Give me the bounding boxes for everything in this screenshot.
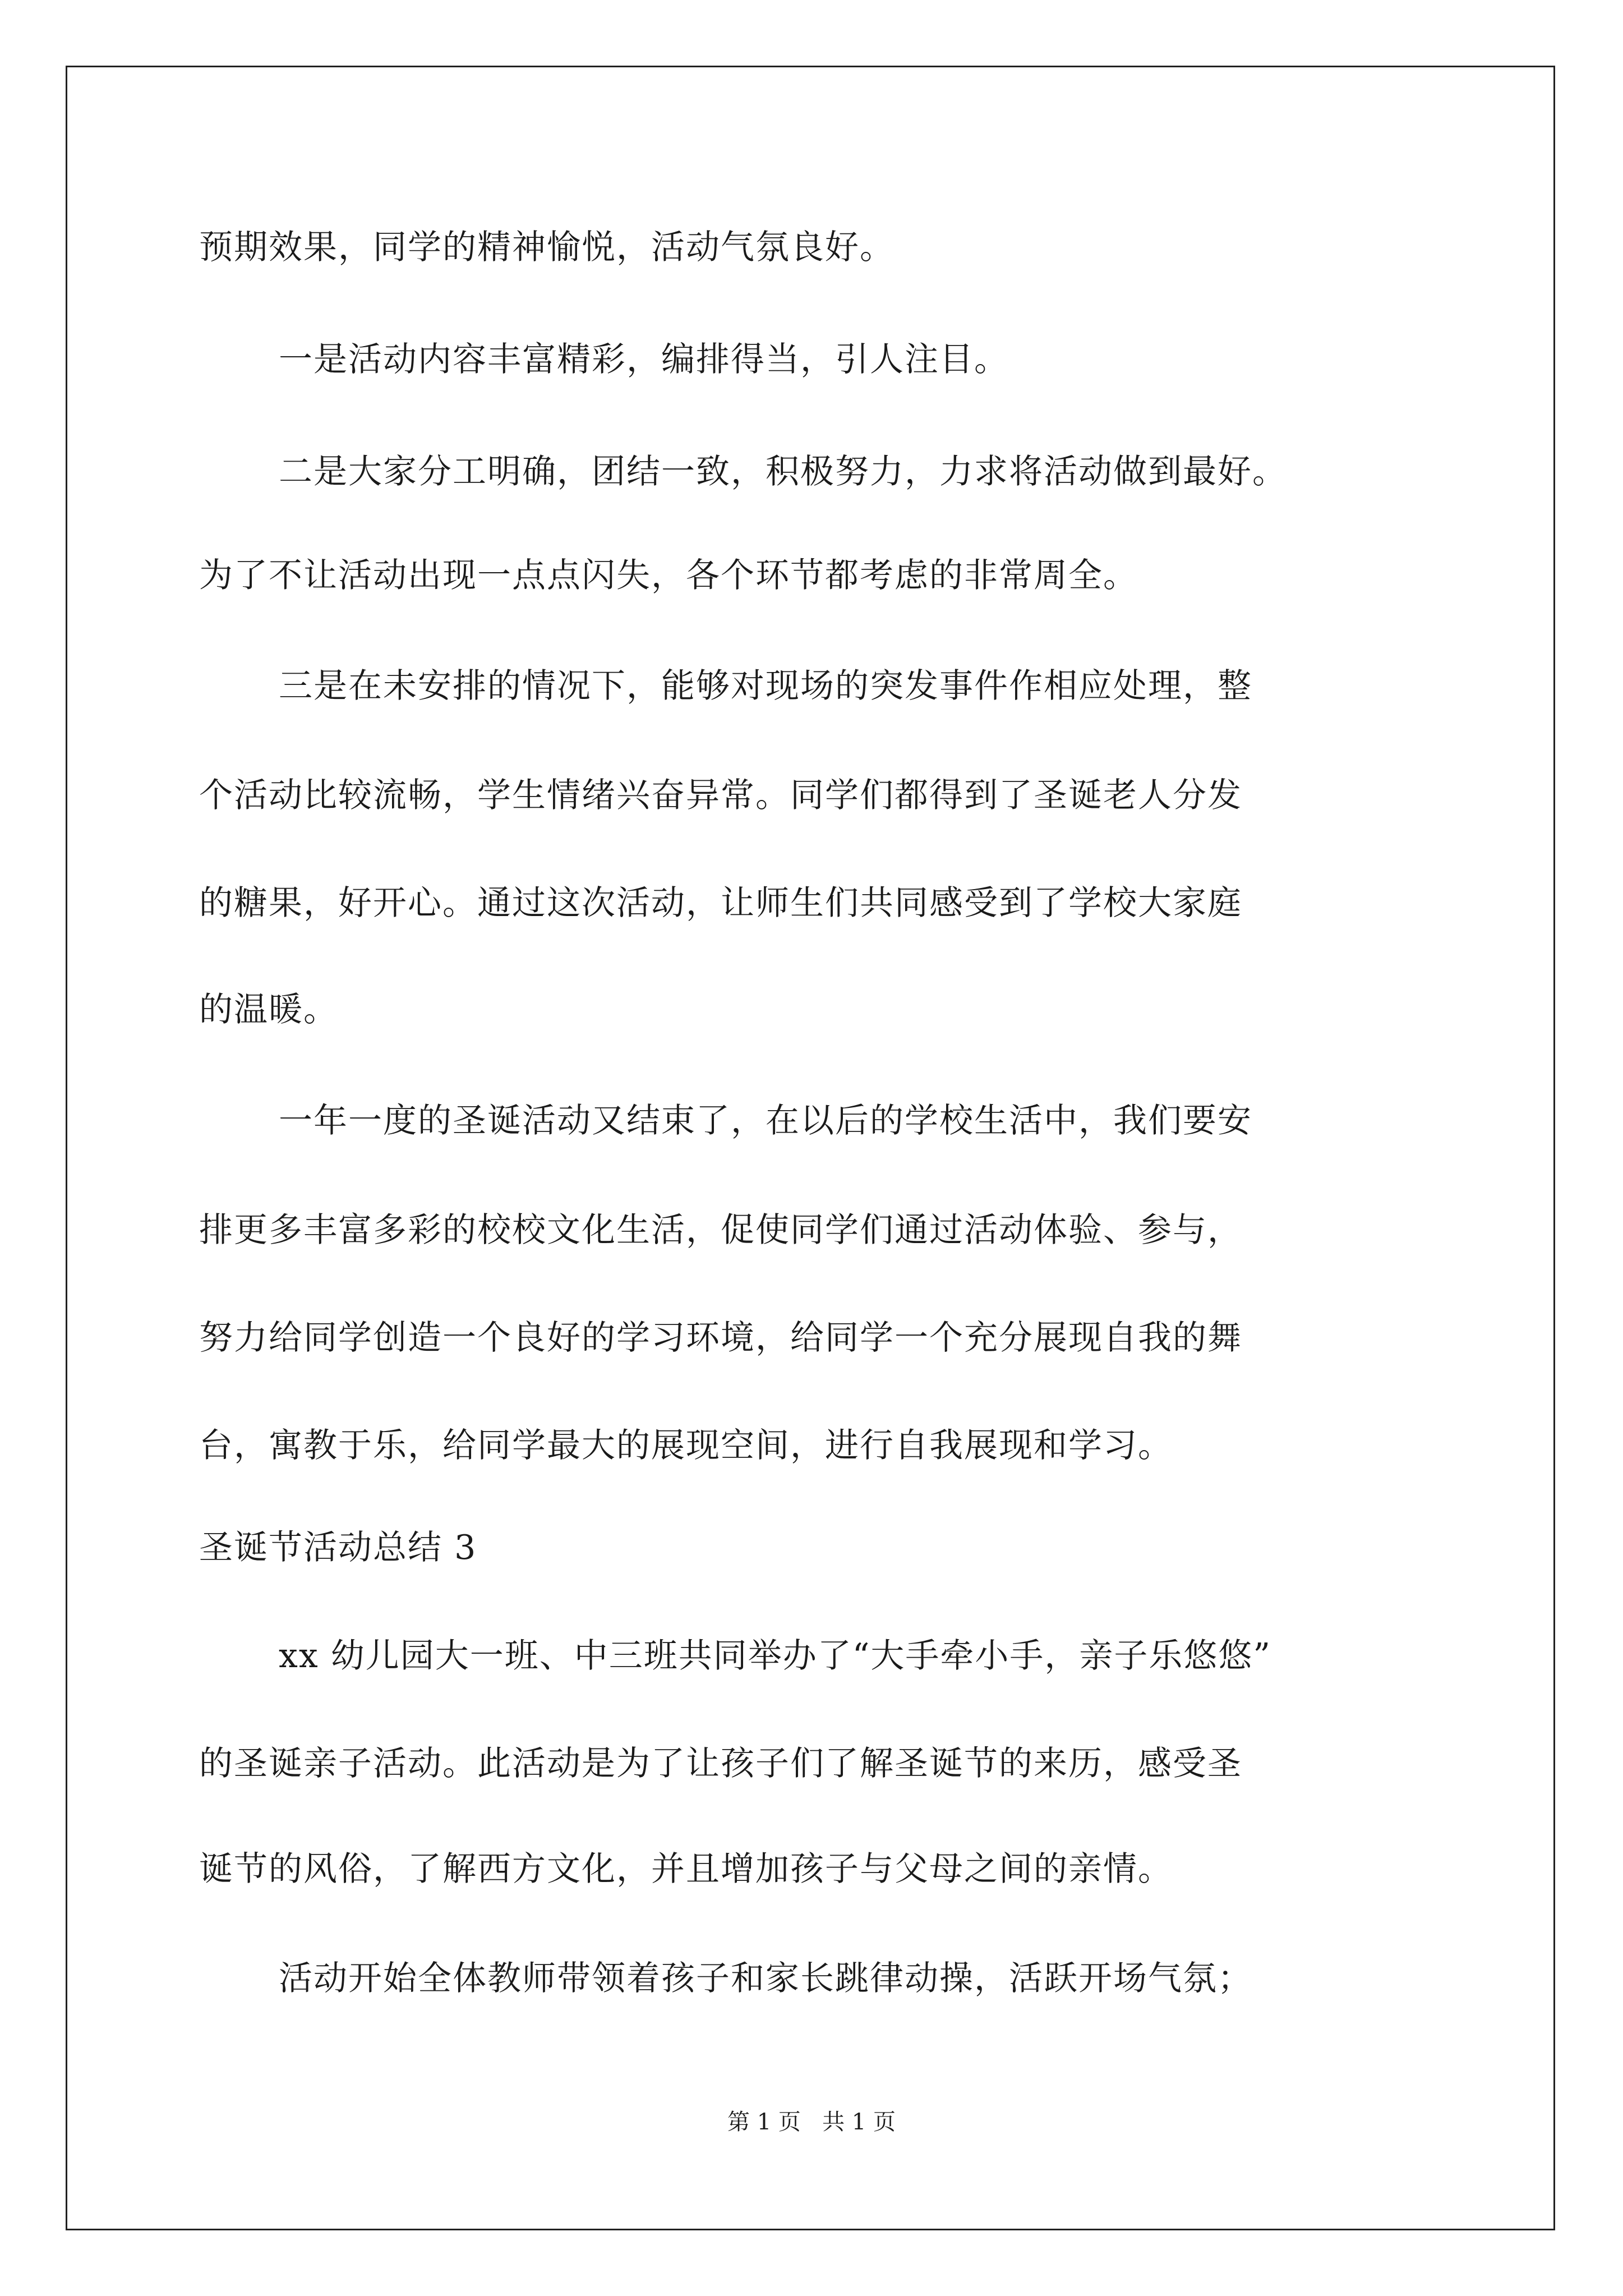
paragraph-line: 排更多丰富多彩的校校文化生活，促使同学们通过活动体验、参与， bbox=[199, 1211, 1242, 1250]
paragraph-line: 的圣诞亲子活动。此活动是为了让孩子们了解圣诞节的来历，感受圣 bbox=[199, 1744, 1242, 1783]
page-border bbox=[66, 66, 1555, 2230]
section-heading: 圣诞节活动总结 3 bbox=[199, 1528, 477, 1567]
paragraph-line: 一年一度的圣诞活动又结束了，在以后的学校生活中，我们要安 bbox=[279, 1101, 1252, 1140]
paragraph-line: xx 幼儿园大一班、中三班共同举办了“大手牵小手，亲子乐悠悠” bbox=[279, 1636, 1272, 1676]
paragraph-line: 努力给同学创造一个良好的学习环境，给同学一个充分展现自我的舞 bbox=[199, 1318, 1242, 1358]
paragraph-line: 活动开始全体教师带领着孩子和家长跳律动操，活跃开场气氛； bbox=[279, 1959, 1252, 1998]
paragraph-line: 为了不让活动出现一点点闪失，各个环节都考虑的非常周全。 bbox=[199, 556, 1138, 595]
paragraph-line: 台，寓教于乐，给同学最大的展现空间，进行自我展现和学习。 bbox=[199, 1426, 1173, 1465]
paragraph-line: 的温暖。 bbox=[199, 990, 338, 1029]
paragraph-line: 的糖果，好开心。通过这次活动，让师生们共同感受到了学校大家庭 bbox=[199, 884, 1242, 923]
paragraph-line: 三是在未安排的情况下，能够对现场的突发事件作相应处理，整 bbox=[279, 666, 1252, 706]
paragraph-line: 个活动比较流畅，学生情绪兴奋异常。同学们都得到了圣诞老人分发 bbox=[199, 776, 1242, 815]
paragraph-line: 一是活动内容丰富精彩，编排得当，引人注目。 bbox=[279, 340, 1009, 379]
paragraph-line: 二是大家分工明确，团结一致，积极努力，力求将活动做到最好。 bbox=[279, 452, 1287, 491]
page-number-footer: 第 1 页 共 1 页 bbox=[727, 2109, 896, 2135]
paragraph-line: 预期效果，同学的精神愉悦，活动气氛良好。 bbox=[199, 228, 895, 267]
paragraph-line: 诞节的风俗，了解西方文化，并且增加孩子与父母之间的亲情。 bbox=[199, 1849, 1173, 1889]
